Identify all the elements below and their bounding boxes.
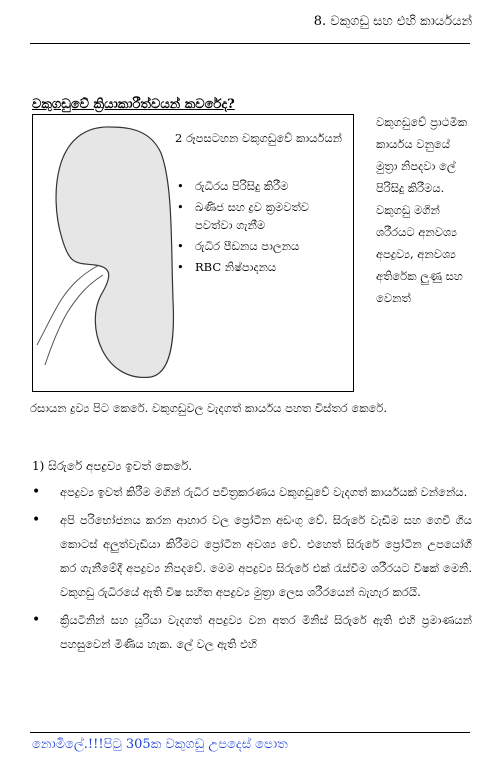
footer-rule [30, 732, 470, 733]
bullet-item: • අපද්‍රව්‍ය ඉවත් කිරීම මගින් රුධිර පවිත්‍රකරණය වකුගඩුවේ වැදගත් කාර්යයක් වන්නේය. [32, 480, 472, 504]
figure-list-item: • RBC නිෂ්පාදනය [175, 258, 350, 276]
renal-vessel-lower [45, 275, 103, 365]
kidney-figure [32, 114, 354, 392]
header-rule [30, 43, 470, 44]
kidney-shape [56, 127, 173, 377]
side-paragraph: වකුගඩුවේ ප්‍රාථමික කාර්යය වනුයේ මුත්‍රා නිපදවා ලේ පිරිසිදු කිරීමය. වකුගඩු මගින් ශරීරයට අනවශ්‍ය අපද්‍රව්‍ය, අනවශ්‍ය අතිරේක ලුණු සහ වෙනත් [376, 115, 468, 305]
running-header: 8. වකුගඩු සහ එහි කාර්යයන් [313, 14, 472, 29]
section-heading: වකුගඩුවේ ක්‍රියාකාරීත්වයන් කවරේද? [32, 97, 235, 112]
bullet-item: • ක්‍රියටිනින් සහ යූරියා වැදගත් අපද්‍රව්‍ය වන අතර මිනිස් සිරුරේ ඇති එහි ප්‍රමාණයන් පහසුවෙන් මිණිය හැක. ලේ වල ඇති එහි [32, 608, 472, 656]
figure-list-item: • ඛණිජ සහ ද්‍රව ක්‍රමවත්ව පවත්වා ගැනීම [175, 198, 350, 234]
footer-link[interactable]: නොමිලේ.!!!පිටු 305ක වකුගඩු උපදෙස් පොත [32, 737, 288, 752]
bullet-list [32, 480, 472, 660]
figure-list-item: • රුධිරය පිරිසිදු කිරීම [175, 177, 350, 195]
renal-vessel-upper [37, 265, 99, 345]
figure-function-list [175, 177, 350, 279]
bullet-item: • අපි පරිභෝජනය කරන ආහාර වල ප්‍රෝටීන අඩංගු වේ. සිරුරේ වැඩීම සහ ගෙවී ගිය කොටස් අලුත්වැඩියා කිරීමට ප්‍රෝටීන අවශ්‍ය වේ. එහෙත් සිරුරේ ප්‍රෝටීන උපයෝගී කර ගැනීමේදී අපද්‍රව්‍ය නිපදවේ. මෙම අපද්‍රව්‍ය සිරුරේ එක් රැස්වීම ශරීරයට විෂක් මෙනි. වකුගඩු රුධිරයේ ඇති විෂ සහිත අපද්‍රව්‍ය මුත්‍රා ලෙස ශරීරයෙන් බැහැර කරයි. [32, 508, 472, 604]
subsection-heading: 1) සිරුරේ අපද්‍රව්‍ය ඉවත් කෙරේ. [32, 459, 193, 473]
figure-list-item: • රුධිර පීඩනය පාලනය [175, 237, 350, 255]
paragraph-continuation: රසායන ද්‍රව්‍ය පිට කෙරේ. වකුගඩුවල වැදගත් කාර්යය පහත විස්තර කෙරේ. [30, 401, 387, 415]
figure-caption: 2 රූපසටහන වකුගඩුවේ කාර්යයන් [175, 131, 342, 145]
